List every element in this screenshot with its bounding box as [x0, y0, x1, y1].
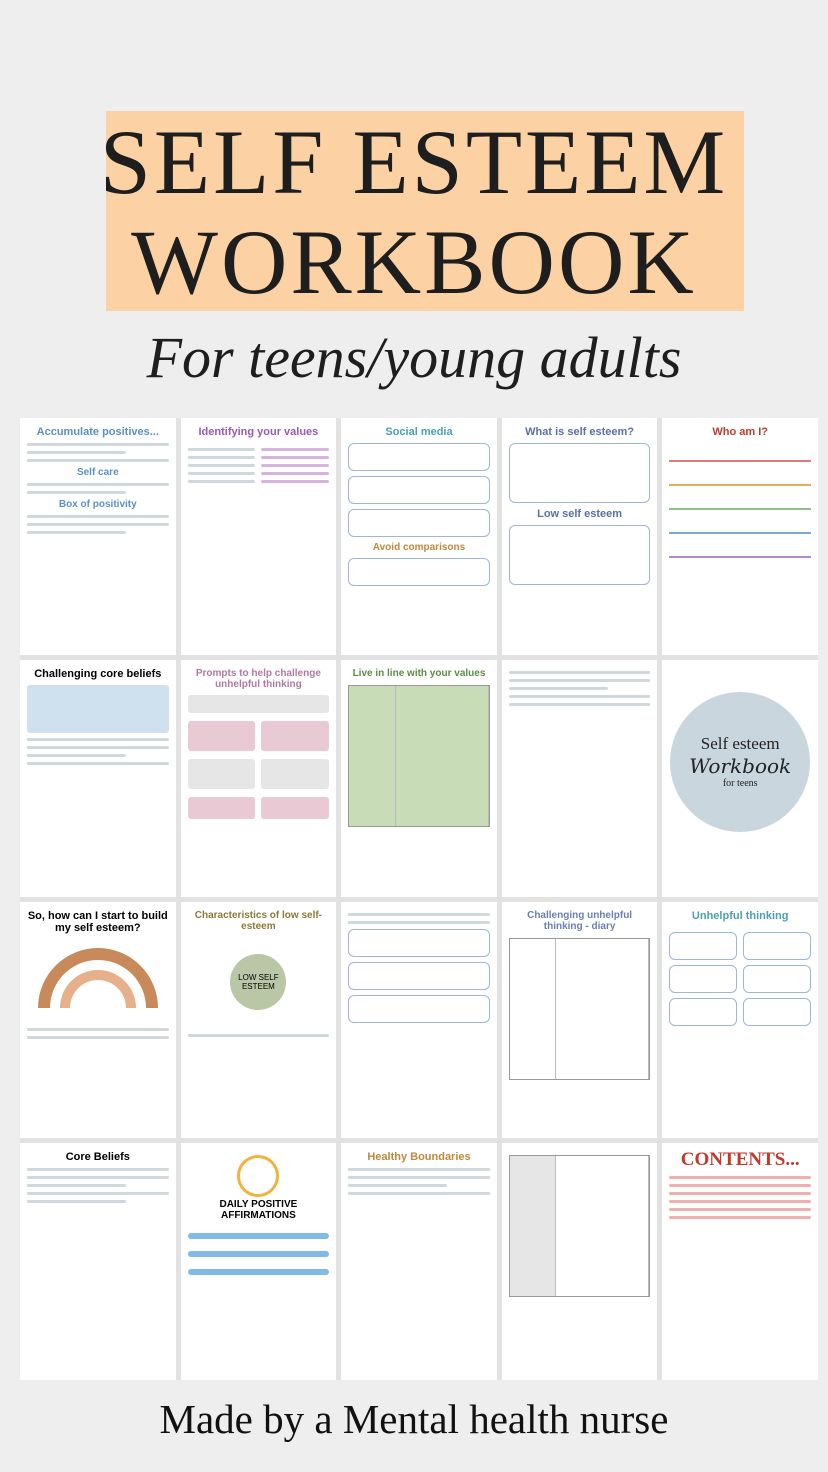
page-heading: Who am I? — [712, 426, 768, 438]
page-heading: Prompts to help challenge unhelpful thinking — [195, 667, 321, 690]
page-writing-prompts — [341, 902, 497, 1139]
page-affirmations — [181, 1143, 337, 1380]
page-heading: DAILY POSITIVE AFFIRMATIONS — [219, 1199, 298, 1222]
page-thinking-diary — [502, 902, 658, 1139]
page-core-beliefs — [20, 1143, 176, 1380]
page-contents — [662, 1143, 818, 1380]
page-who-am-i — [662, 418, 818, 655]
page-subheading: Box of positivity — [58, 499, 137, 510]
title-line-1: SELF ESTEEM — [99, 111, 729, 213]
page-heading: So, how can I start to build my self esteem? — [27, 909, 168, 934]
page-heading: Core Beliefs — [65, 1151, 130, 1164]
page-heading: Identifying your values — [198, 426, 319, 438]
workbook-page-collage — [20, 418, 818, 1380]
page-heading: Accumulate positives... — [36, 426, 159, 438]
page-cover — [662, 660, 818, 897]
page-heading: Live in line with your values — [352, 667, 486, 679]
page-thinking-patterns — [502, 1143, 658, 1380]
page-unhelpful-thinking — [662, 902, 818, 1139]
page-characteristics — [181, 902, 337, 1139]
footer-tagline: Made by a Mental health nurse — [159, 1396, 669, 1442]
page-subheading: Low self esteem — [537, 508, 623, 520]
page-social-media — [341, 418, 497, 655]
page-what-is-self-esteem — [502, 418, 658, 655]
page-heading: What is self esteem? — [525, 426, 634, 438]
page-heading: CONTENTS... — [680, 1149, 800, 1171]
sun-icon — [237, 1155, 279, 1197]
page-heading: Challenging unhelpful thinking - diary — [527, 909, 633, 932]
cover-subtitle: for teens — [722, 778, 758, 790]
cover-blob — [670, 692, 810, 832]
page-subheading: Avoid comparisons — [372, 542, 466, 553]
cover-script-title: Workbook — [689, 754, 792, 779]
page-live-in-line-with-values — [341, 660, 497, 897]
page-prompts-unhelpful-thinking — [181, 660, 337, 897]
page-subheading: Self care — [76, 467, 119, 478]
rainbow-illustration — [38, 948, 158, 1008]
cover-title: Self esteem — [700, 734, 780, 754]
page-heading: Challenging core beliefs — [34, 667, 162, 680]
low-self-esteem-circle: LOW SELF ESTEEM — [230, 954, 286, 1010]
page-build-self-esteem — [20, 902, 176, 1139]
title-line-2: WORKBOOK — [131, 211, 697, 313]
page-accumulate-positives — [20, 418, 176, 655]
page-healthy-boundaries — [341, 1143, 497, 1380]
page-heading: Healthy Boundaries — [367, 1151, 471, 1164]
page-heading: Unhelpful thinking — [691, 909, 789, 922]
page-challenging-core-beliefs — [20, 660, 176, 897]
page-plan-of-action — [502, 660, 658, 897]
page-heading: Social media — [385, 426, 453, 438]
page-heading: Characteristics of low self-esteem — [194, 909, 323, 932]
page-identifying-values — [181, 418, 337, 655]
subtitle: For teens/young adults — [146, 325, 682, 390]
